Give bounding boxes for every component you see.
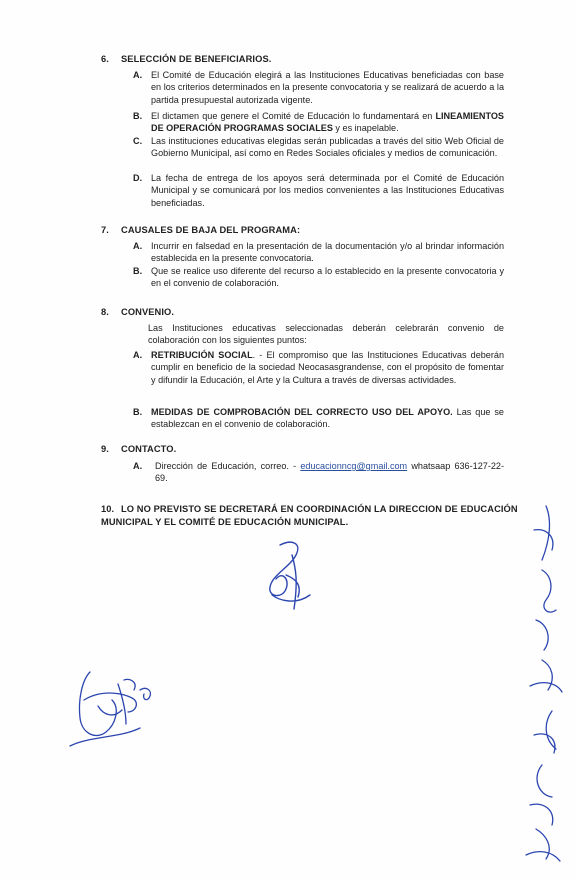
- item-label: B.: [133, 111, 143, 121]
- item-text: . - El compromiso que las Instituciones Educativas deberán cumplir en beneficio de la sociedad Neocasasgrandense, con el propósito de fomentar y difundir la Educación, el Arte y la Cultura a través de diversas actividades.: [151, 350, 505, 385]
- item-text: El Comité de Educación elegirá a las Instituciones Educativas beneficiadas con base en los criterios determinados en la presente convocatoria y se realizará de acuerdo a la partida presupuestal autorizada vigente.: [151, 70, 504, 105]
- item-text: Que se realice uso diferente del recurso a lo establecido en la presente convocatoria y en el convenio de colaboración.: [151, 266, 504, 289]
- item-label: B.: [133, 266, 143, 276]
- section-10-number: 10.: [101, 504, 115, 514]
- item-label: D.: [133, 173, 143, 183]
- section-7-title: [101, 225, 300, 235]
- section-8-number: 8.: [101, 307, 109, 317]
- signature-left: [60, 660, 170, 760]
- section-6-item-a: [133, 69, 504, 106]
- item-label: B.: [133, 407, 143, 417]
- email-link[interactable]: educacionncg@gmail.com: [300, 461, 408, 471]
- signature-center: [252, 535, 322, 615]
- item-text: El dictamen que genere el Comité de Educación lo fundamentará en: [151, 111, 436, 121]
- section-6-title: [101, 54, 271, 64]
- item-label: A.: [133, 70, 143, 80]
- section-8-title: [101, 307, 174, 317]
- section-7-number: 7.: [101, 225, 109, 235]
- section-6-item-d: [133, 172, 504, 209]
- section-10-text: LO NO PREVISTO SE DECRETARÁ EN COORDINACIÓN LA DIRECCION DE EDUCACIÓN MUNICIPAL Y EL COMITÉ DE EDUCACIÓN MUNICIPAL.: [101, 504, 518, 527]
- item-label: A.: [133, 461, 143, 471]
- section-9-heading: CONTACTO.: [121, 444, 177, 454]
- section-6-item-b: [133, 110, 504, 135]
- item-text: Dirección de Educación, correo. -: [155, 461, 301, 471]
- item-label: C.: [133, 136, 143, 146]
- section-8-intro: Las Instituciones educativas seleccionadas deberán celebrarán convenio de colaboración con los siguientes puntos:: [148, 323, 504, 346]
- item-text-end: whatsaap 636-127-22-69.: [155, 461, 504, 484]
- item-text: Incurrir en falsedad en la presentación de la documentación y/o al brindar información establecida en la presente convocatoria.: [151, 241, 504, 264]
- section-9-title: [101, 444, 176, 454]
- section-7-heading: CAUSALES DE BAJA DEL PROGRAMA:: [121, 225, 301, 235]
- section-9-number: 9.: [101, 444, 109, 454]
- section-9-item-a: [133, 460, 504, 485]
- item-bold-text: LINEAMIENTOS DE OPERACIÓN PROGRAMAS SOCIALES: [151, 111, 504, 134]
- section-10: [101, 503, 521, 529]
- section-8-item-b: [133, 406, 504, 431]
- section-8-heading: CONVENIO.: [121, 307, 175, 317]
- section-6-heading: SELECCIÓN DE BENEFICIARIOS.: [121, 54, 272, 64]
- item-text: La fecha de entrega de los apoyos será determinada por el Comité de Educación Municipal y se comunicará por los medios convenientes a las Instituciones Educativas beneficiadas.: [151, 173, 504, 208]
- signature-right-vertical: [512, 500, 572, 700]
- signature-bottom-right: [512, 705, 572, 865]
- item-bold-text: MEDIDAS DE COMPROBACIÓN DEL CORRECTO USO DEL APOYO.: [151, 407, 453, 417]
- item-label: A.: [133, 350, 143, 360]
- section-6-item-c: [133, 135, 504, 160]
- section-7-item-b: [133, 265, 504, 290]
- section-6-number: 6.: [101, 54, 109, 64]
- item-text: Las instituciones educativas elegidas serán publicadas a través del sitio Web Oficial de Gobierno Municipal, así como en Redes Sociales oficiales y medios de comunicación.: [151, 136, 504, 159]
- item-text: Las que se establezcan en el convenio de colaboración.: [151, 407, 504, 430]
- item-bold-text: RETRIBUCIÓN SOCIAL: [151, 350, 253, 360]
- item-text-end: y es inapelable.: [332, 123, 399, 134]
- section-8-item-a: [133, 349, 505, 386]
- section-7-item-a: [133, 240, 504, 265]
- item-label: A.: [133, 241, 143, 251]
